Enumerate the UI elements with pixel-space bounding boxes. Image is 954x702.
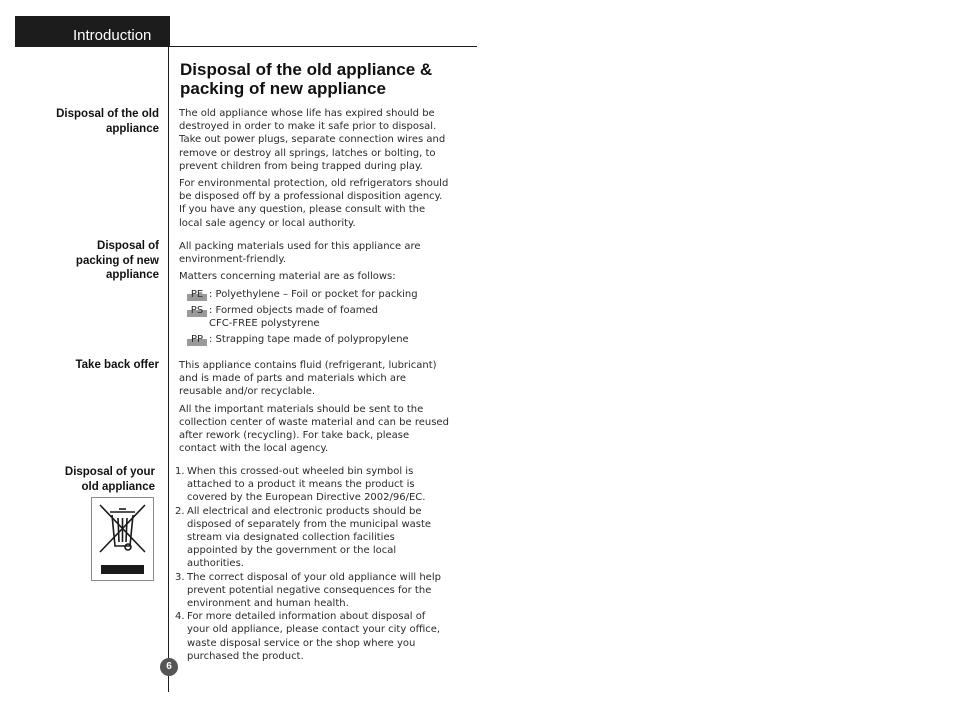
- list-text: For more detailed information about disposal of your old appliance, please contact your city office, waste disposal service or the shop where you purchased the product.: [187, 611, 441, 662]
- section-header-tab: [15, 16, 170, 47]
- body-old-appliance: [179, 107, 449, 234]
- paragraph: This appliance contains fluid (refrigerant, lubricant) and is made of parts and materials which are reusable and/or recyclable.: [179, 360, 437, 398]
- list-item: [175, 465, 447, 505]
- disposal-list: [175, 465, 447, 663]
- list-item: [175, 571, 447, 611]
- side-heading-your-old-appliance: Disposal of your old appliance: [64, 466, 155, 493]
- paragraph: The old appliance whose life has expired should be destroyed in order to make it safe prior to disposal. Take out power plugs, separate connection wires and remove or destroy all springs, latches or bolting, to prevent children from being trapped during play.: [179, 108, 446, 172]
- list-number: 4.: [175, 611, 185, 623]
- page-number: 6: [160, 658, 178, 676]
- list-item: [175, 610, 447, 663]
- body-packing: [179, 240, 449, 349]
- paragraph: All the important materials should be sent to the collection center of waste material and can be reused after rework (recycling). For take back, please contact with the local agency.: [179, 403, 449, 455]
- header-rule: [170, 46, 477, 47]
- list-item: [175, 505, 447, 571]
- list-number: 3.: [175, 571, 185, 583]
- material-text: : Polyethylene – Foil or pocket for packing: [209, 288, 418, 300]
- body-your-old-appliance: [175, 465, 447, 663]
- paragraph: All packing materials used for this appliance are environment-friendly.: [179, 241, 421, 266]
- list-number: 2.: [175, 505, 185, 517]
- side-heading-old-appliance: Disposal of the old appliance: [56, 108, 159, 135]
- weee-symbol-box: [91, 497, 154, 581]
- list-text: All electrical and electronic products should be disposed of separately from the municipal waste stream via designated collection facilities appointed by the government or the local authorities.: [187, 505, 432, 570]
- list-text: When this crossed-out wheeled bin symbol is attached to a product it means the product is covered by the European Directive 2002/96/EC.: [187, 466, 426, 504]
- side-heading-take-back: Take back offer: [75, 359, 159, 371]
- material-text: : Strapping tape made of polypropylene: [209, 334, 409, 346]
- paragraph: For environmental protection, old refrigerators should be disposed off by a professional disposition agency. If you have any question, please consult with the local sale agency or local authority.: [179, 178, 449, 229]
- material-text: : Formed objects made of foamed CFC-FREE polystyrene: [209, 304, 378, 330]
- material-code: PP: [187, 333, 207, 346]
- list-number: 1.: [175, 466, 185, 477]
- material-item-ps: [179, 304, 379, 330]
- body-take-back: [179, 359, 449, 459]
- section-header-label: Introduction: [73, 27, 152, 44]
- material-code: PS: [187, 304, 207, 317]
- page-title: Disposal of the old appliance & packing of new appliance: [180, 60, 433, 98]
- material-item-pe: [179, 288, 449, 301]
- crossed-out-wheeled-bin-icon: [92, 498, 153, 580]
- column-divider: [168, 47, 169, 692]
- material-item-pp: [179, 333, 449, 346]
- paragraph: Matters concerning material are as follows:: [179, 271, 396, 283]
- side-heading-packing: Disposal of packing of new appliance: [75, 240, 159, 281]
- list-text: The correct disposal of your old appliance will help prevent potential negative consequences for the environment and human health.: [187, 571, 441, 610]
- material-code: PE: [187, 288, 207, 301]
